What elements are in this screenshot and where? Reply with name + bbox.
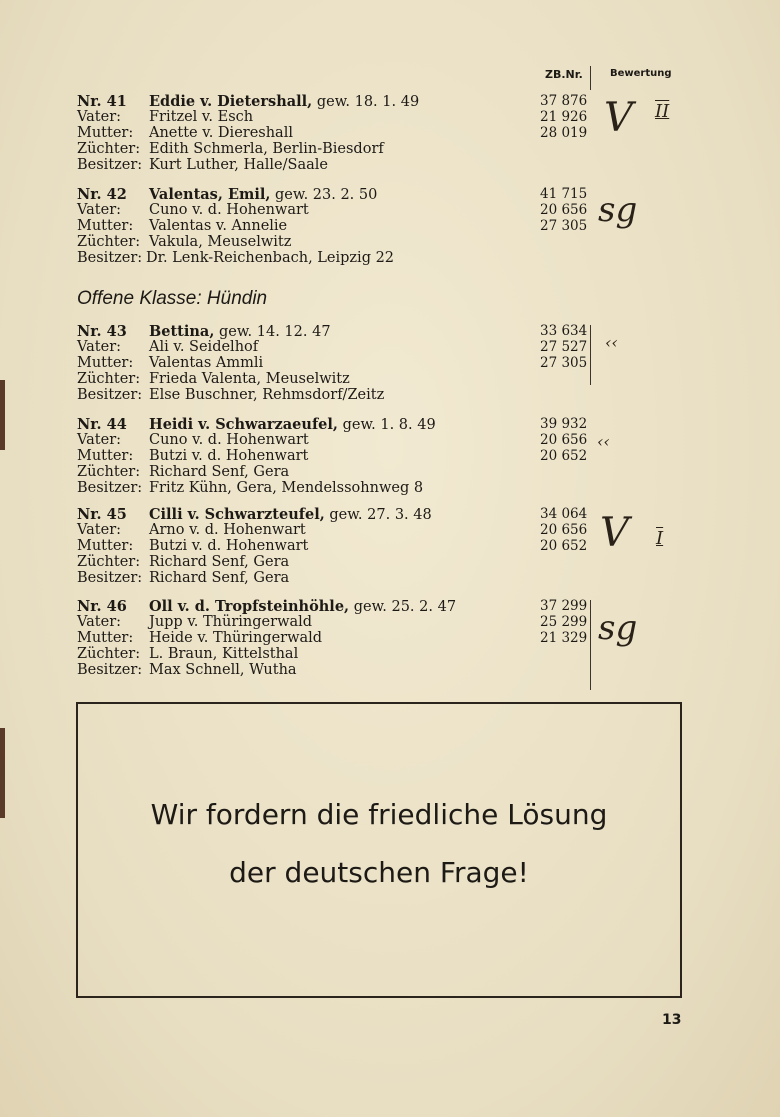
label-besitzer: Besitzer: — [77, 662, 143, 678]
zb-number: 27 305 — [540, 355, 588, 371]
label-zuechter: Züchter: — [77, 464, 141, 480]
vater-value: Cuno v. d. Hohenwart — [149, 202, 309, 218]
label-zuechter: Züchter: — [77, 554, 141, 570]
entry-number: Nr. 46 — [77, 598, 127, 615]
birth-date: gew. 23. 2. 50 — [275, 187, 378, 203]
label-besitzer: Besitzer: — [77, 480, 143, 496]
dog-name: Oll v. d. Tropfsteinhöhle, — [149, 598, 350, 615]
zb-number: 41 715 — [540, 186, 588, 202]
zb-number: 34 064 — [540, 506, 588, 522]
zb-number: 21 329 — [540, 630, 588, 646]
label-mutter: Mutter: — [77, 448, 134, 464]
label-besitzer: Besitzer: — [77, 157, 143, 173]
mutter-value: Valentas v. Annelie — [149, 218, 288, 234]
label-mutter: Mutter: — [77, 218, 134, 234]
vater-value: Cuno v. d. Hohenwart — [149, 432, 309, 448]
dog-name: Cilli v. Schwarzteufel, — [149, 506, 325, 523]
label-mutter: Mutter: — [77, 630, 134, 646]
mutter-value: Heide v. Thüringerwald — [149, 630, 323, 646]
zb-number: 27 527 — [540, 339, 588, 355]
rank-mark: II — [655, 101, 670, 122]
besitzer-value: Max Schnell, Wutha — [149, 662, 297, 678]
grade-mark: sg — [598, 608, 638, 648]
zb-number: 20 656 — [540, 202, 588, 218]
zb-number: 37 876 — [540, 93, 588, 109]
vater-value: Jupp v. Thüringerwald — [149, 614, 313, 630]
zb-number: 20 652 — [540, 448, 588, 464]
zuechter-value: Frieda Valenta, Meuselwitz — [149, 371, 350, 387]
zb-number: 39 932 — [540, 416, 588, 432]
slogan-box — [76, 702, 682, 998]
label-vater: Vater: — [77, 522, 122, 538]
zb-number: 20 656 — [540, 522, 588, 538]
besitzer-value: Else Buschner, Rehmsdorf/Zeitz — [149, 387, 385, 403]
besitzer-value: Richard Senf, Gera — [149, 570, 290, 586]
entry-number: Nr. 43 — [77, 323, 127, 340]
vater-value: Arno v. d. Hohenwart — [149, 522, 306, 538]
label-besitzer: Besitzer: — [77, 250, 143, 266]
dog-name: Bettina, — [149, 323, 215, 340]
label-vater: Vater: — [77, 432, 122, 448]
entry-number: Nr. 45 — [77, 506, 127, 523]
label-zuechter: Züchter: — [77, 371, 141, 387]
zb-number: 33 634 — [540, 323, 588, 339]
column-divider — [590, 600, 591, 690]
dog-name: Heidi v. Schwarzaeufel, — [149, 416, 338, 433]
birth-date: gew. 14. 12. 47 — [218, 324, 331, 340]
mutter-value: Butzi v. d. Hohenwart — [149, 448, 309, 464]
mutter-value: Butzi v. d. Hohenwart — [149, 538, 309, 554]
besitzer-value: Dr. Lenk-Reichenbach, Leipzig 22 — [146, 250, 395, 266]
zuechter-value: Vakula, Meuselwitz — [149, 234, 292, 250]
mutter-value: Valentas Ammli — [149, 355, 264, 371]
dog-name: Valentas, Emil, — [149, 186, 271, 203]
birth-date: gew. 25. 2. 47 — [353, 599, 457, 615]
zb-number: 20 652 — [540, 538, 588, 554]
mutter-value: Anette v. Diereshall — [149, 125, 293, 141]
label-vater: Vater: — [77, 202, 122, 218]
slogan-line-2: der deutschen Frage! — [229, 856, 529, 889]
entry-number: Nr. 41 — [77, 93, 127, 110]
label-zuechter: Züchter: — [77, 141, 141, 157]
entry-number: Nr. 44 — [77, 416, 127, 433]
label-mutter: Mutter: — [77, 355, 134, 371]
vater-value: Fritzel v. Esch — [149, 109, 254, 125]
grade-mark: V — [600, 510, 629, 556]
label-zuechter: Züchter: — [77, 646, 141, 662]
label-vater: Vater: — [77, 614, 122, 630]
label-vater: Vater: — [77, 109, 122, 125]
zb-nr-column-header: ZB.Nr. — [545, 68, 583, 81]
zb-number: 37 299 — [540, 598, 588, 614]
zb-number: 28 019 — [540, 125, 588, 141]
vater-value: Ali v. Seidelhof — [149, 339, 259, 355]
label-besitzer: Besitzer: — [77, 387, 143, 403]
zb-number: 20 656 — [540, 432, 588, 448]
section-title: Offene Klasse: Hündin — [77, 288, 268, 309]
page-number: 13 — [662, 1012, 682, 1028]
zuechter-value: Richard Senf, Gera — [149, 554, 290, 570]
label-mutter: Mutter: — [77, 125, 134, 141]
label-besitzer: Besitzer: — [77, 570, 143, 586]
birth-date: gew. 1. 8. 49 — [342, 417, 436, 433]
grade-mark: V — [604, 95, 633, 141]
binding-mark — [0, 728, 5, 818]
zb-number: 27 305 — [540, 218, 588, 234]
zb-number: 21 926 — [540, 109, 588, 125]
entry-number: Nr. 42 — [77, 186, 127, 203]
rank-mark: I — [656, 528, 664, 549]
grade-mark: ‹‹ — [605, 333, 618, 352]
zuechter-value: L. Braun, Kittelsthal — [149, 646, 299, 662]
bewertung-column-header: Bewertung — [610, 68, 672, 79]
label-mutter: Mutter: — [77, 538, 134, 554]
besitzer-value: Kurt Luther, Halle/Saale — [149, 157, 328, 173]
birth-date: gew. 18. 1. 49 — [316, 94, 420, 110]
zb-number: 25 299 — [540, 614, 588, 630]
zuechter-value: Richard Senf, Gera — [149, 464, 290, 480]
dog-name: Eddie v. Dietershall, — [149, 93, 313, 110]
column-divider — [590, 325, 591, 385]
slogan-line-1: Wir fordern die friedliche Lösung — [150, 798, 608, 831]
zuechter-value: Edith Schmerla, Berlin-Biesdorf — [149, 141, 384, 157]
grade-mark: ‹‹ — [597, 432, 610, 451]
binding-mark — [0, 380, 5, 450]
column-divider — [590, 66, 591, 90]
label-vater: Vater: — [77, 339, 122, 355]
label-zuechter: Züchter: — [77, 234, 141, 250]
birth-date: gew. 27. 3. 48 — [329, 507, 432, 523]
besitzer-value: Fritz Kühn, Gera, Mendelssohnweg 8 — [149, 480, 424, 496]
grade-mark: sg — [598, 190, 638, 230]
